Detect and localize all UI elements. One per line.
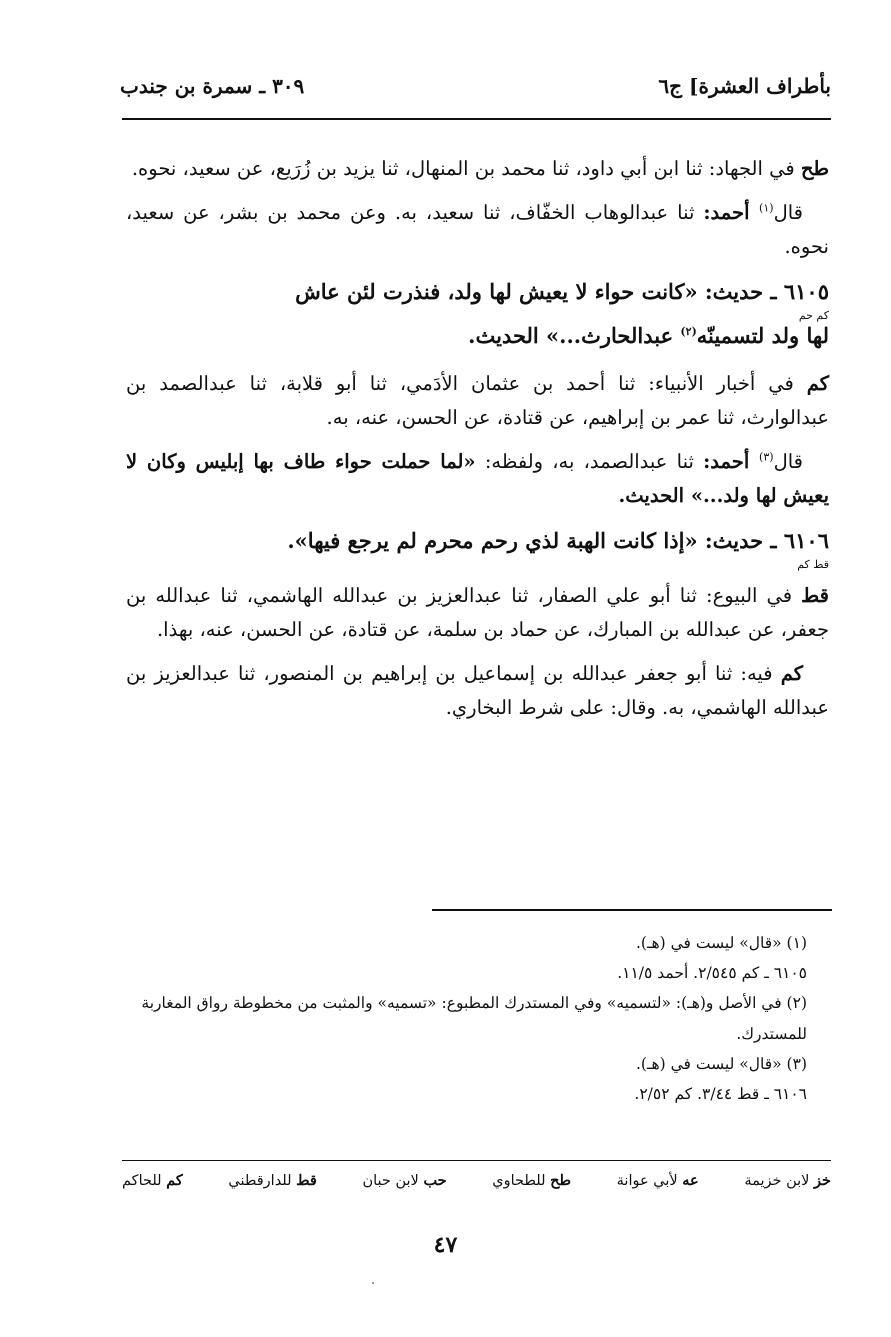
scan-speck bbox=[372, 1282, 374, 1284]
footnotes bbox=[126, 928, 829, 1109]
legend-item bbox=[228, 1172, 316, 1189]
abbreviation-legend bbox=[122, 1172, 831, 1189]
footnote-2: (٢) في الأصل و(هـ): «لتسميه» وفي المستدرك المطبوع: «تسميه» والمثبت من مخطوطة رواق المغاربة للمستدرك. bbox=[141, 994, 807, 1043]
footnote-1: (١) «قال» ليست في (هـ). bbox=[635, 934, 807, 952]
legend-code: عه bbox=[682, 1172, 699, 1189]
footnote-ref: (٣) bbox=[759, 450, 774, 464]
hadith-number: ٦١٠٥ bbox=[783, 278, 829, 304]
legend-name: لابن خزيمة bbox=[744, 1173, 815, 1189]
legend-item bbox=[744, 1172, 831, 1189]
paragraph-text: في أخبار الأنبياء: ثنا أحمد بن عثمان الأدَمي، ثنا أبو قلابة، ثنا عبدالصمد بن عبدالوارث، ثنا عمر بن إبراهيم، عن قتادة، عن الحسن، عنه، به. bbox=[126, 371, 829, 429]
legend-item bbox=[362, 1172, 446, 1189]
hadith-text: لها ولد لتسمينّه bbox=[696, 323, 829, 349]
paragraph-text: في الجهاد: ثنا ابن أبي داود، ثنا محمد بن المنهال، ثنا يزيد بن زُرَيع، عن سعيد، نحوه. bbox=[131, 157, 801, 180]
footnote-1-sources: ٦١٠٥ ـ كم ٢/٥٤٥. أحمد ١١/٥. bbox=[617, 964, 807, 983]
legend-item bbox=[122, 1172, 183, 1189]
paragraph-hakim-2 bbox=[126, 657, 829, 725]
legend-code: كم bbox=[166, 1172, 183, 1189]
said-word: قال bbox=[773, 449, 803, 473]
running-header bbox=[120, 66, 831, 106]
footnote-3-sources: ٦١٠٦ ـ قط ٣/٤٤. كم ٢/٥٢. bbox=[634, 1085, 807, 1104]
legend-name: للحاكم bbox=[122, 1173, 167, 1189]
hadith-text: ـ حديث: «كانت حواء لا يعيش لها ولد، فنذرت لئن عاش bbox=[295, 278, 784, 304]
legend-item bbox=[492, 1172, 571, 1189]
hadith-6106 bbox=[126, 523, 829, 572]
footnote-ref: (٢) bbox=[680, 325, 697, 339]
legend-code: طح bbox=[550, 1172, 572, 1189]
footnote-3: (٣) «قال» ليست في (هـ). bbox=[635, 1054, 807, 1073]
paragraph-text: فيه: ثنا أبو جعفر عبدالله بن إسماعيل بن إبراهيم بن المنصور، ثنا عبدالعزيز بن عبدالله الهاشمي، به. وقال: على شرط البخاري. bbox=[126, 661, 829, 719]
paragraph-ahmad-2 bbox=[126, 445, 829, 513]
legend-rule bbox=[122, 1160, 831, 1161]
paragraph-text: ثنا عبدالصمد، به، ولفظه: bbox=[475, 449, 704, 473]
quoted-text: «لما حملت حواء طاف بها إبليس وكان لا يعيش لها ولد...» الحديث. bbox=[126, 449, 829, 507]
hadith-number: ٦١٠٦ bbox=[783, 527, 829, 553]
legend-code: قط bbox=[296, 1172, 317, 1189]
legend-name: للدارقطني bbox=[228, 1173, 297, 1189]
footnote-ref: (١) bbox=[759, 201, 774, 215]
hadith-text: عبدالحارث...» الحديث. bbox=[468, 323, 681, 349]
legend-name: لابن حبان bbox=[362, 1173, 424, 1189]
source-code: أحمد: bbox=[703, 449, 760, 473]
legend-code: حب bbox=[423, 1172, 447, 1189]
paragraph-hakim-1 bbox=[126, 367, 829, 435]
source-code: قط bbox=[801, 584, 829, 608]
legend-code: خز bbox=[814, 1172, 831, 1189]
header-rule bbox=[122, 118, 831, 120]
paragraph-ahmad-1 bbox=[126, 196, 829, 264]
said-word: قال bbox=[773, 200, 803, 224]
hadith-6105 bbox=[126, 274, 829, 355]
source-code: كم bbox=[780, 661, 803, 685]
paragraph-tahawi bbox=[126, 152, 829, 186]
source-marks: كم حم bbox=[798, 309, 829, 323]
source-code: طح bbox=[800, 157, 829, 180]
paragraph-daraqutni bbox=[126, 579, 829, 647]
source-code: أحمد: bbox=[703, 200, 760, 224]
legend-item bbox=[617, 1172, 699, 1189]
source-code: كم bbox=[806, 371, 829, 395]
header-section-title: ٣٠٩ ـ سمرة بن جندب bbox=[120, 74, 305, 98]
legend-name: للطحاوي bbox=[492, 1173, 551, 1189]
main-text bbox=[126, 152, 829, 735]
page-number: ٤٧ bbox=[433, 1232, 458, 1258]
footnote-rule bbox=[432, 909, 832, 911]
hadith-text: ـ حديث: «إذا كانت الهبة لذي رحم محرم لم يرجع فيها». bbox=[287, 527, 784, 553]
header-book-title: بأطراف العشرة] ج٦ bbox=[658, 74, 831, 98]
paragraph-text: ثنا عبدالوهاب الخفّاف، ثنا سعيد، به. وعن محمد بن بشر، عن سعيد، نحوه. bbox=[126, 200, 829, 258]
paragraph-text: في البيوع: ثنا أبو علي الصفار، ثنا عبدالعزيز بن عبدالله الهاشمي، ثنا عبدالله بن جعفر، عن عبدالله بن المبارك، عن حماد بن سلمة، عن قتادة، عن الحسن، عنه، بهذا. bbox=[126, 584, 829, 641]
legend-name: لأبي عوانة bbox=[616, 1173, 683, 1189]
source-marks: قط كم bbox=[797, 558, 829, 572]
